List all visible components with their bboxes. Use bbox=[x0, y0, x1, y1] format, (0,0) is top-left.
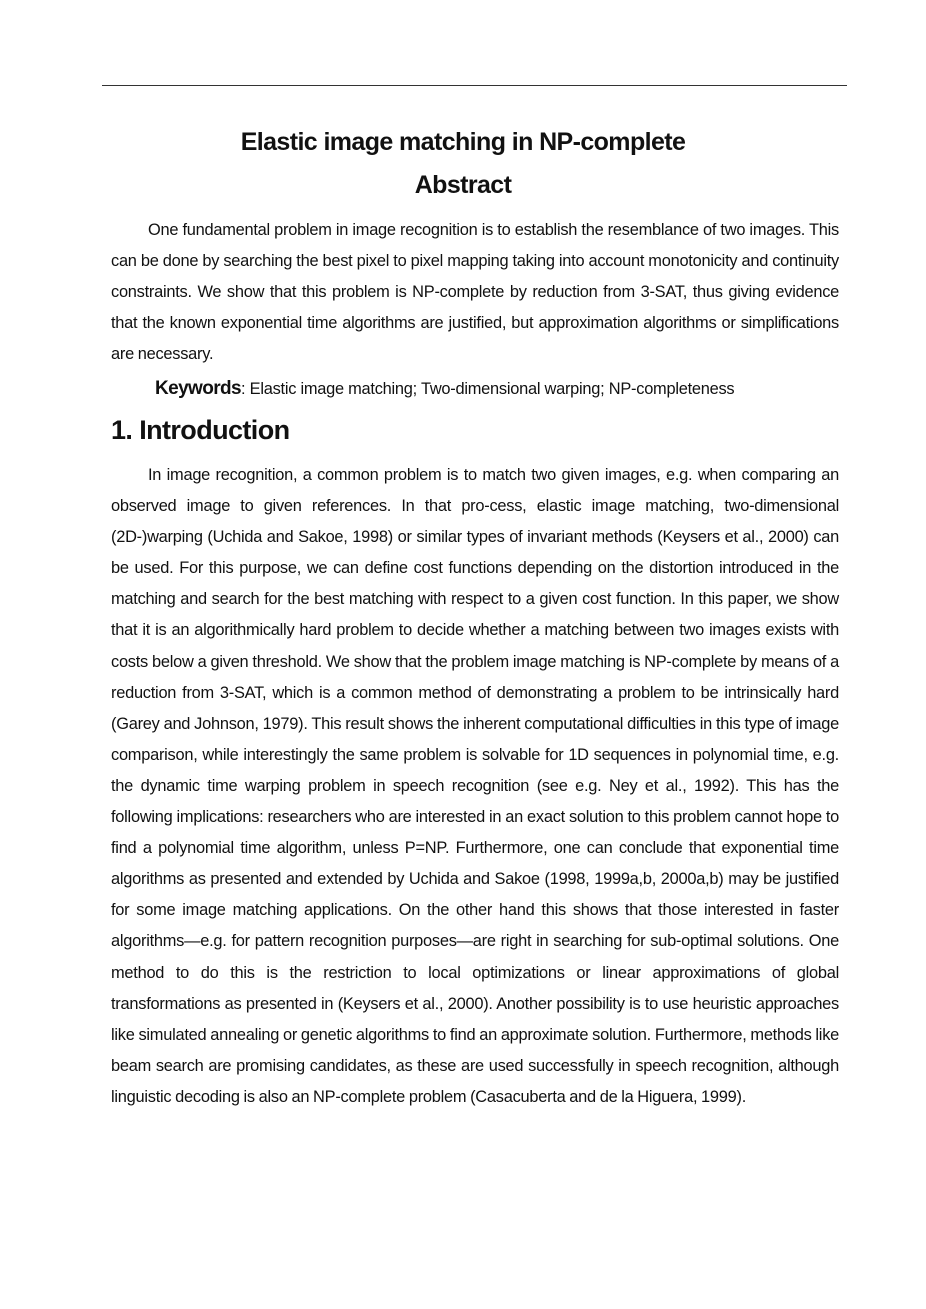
abstract-paragraph: One fundamental problem in image recognition is to establish the resemblance of two images. This can be done by searching the best pixel to pixel mapping taking into account monotonicity and continuity constraints. We show that this problem is NP-complete by reduction from 3-SAT, thus giving evidence that the known exponential time algorithms are justified, but approximation algorithms or simplifications are necessary. bbox=[111, 221, 839, 364]
paper-title: Elastic image matching in NP-complete bbox=[240, 128, 686, 156]
keywords-separator: : bbox=[241, 380, 246, 398]
abstract-heading: Abstract bbox=[414, 171, 512, 199]
keywords-line bbox=[155, 374, 734, 404]
keywords-text: Elastic image matching; Two-dimensional warping; NP-completeness bbox=[245, 380, 735, 398]
section-heading-introduction: 1. Introduction bbox=[111, 415, 290, 445]
header-rule bbox=[102, 85, 847, 86]
keywords-label: Keywords bbox=[155, 378, 242, 399]
introduction-paragraph: In image recognition, a common problem is to match two given images, e.g. when comparing an observed image to given references. In that pro-cess, elastic image matching, two-dimensional (2D-)warping (Uchida and Sakoe, 1998) or similar types of invariant methods (Keysers et al., 2000) can be used. For this purpose, we can define cost functions depending on the distortion introduced in the matching and search for the best matching with respect to a given cost function. In this paper, we show that it is an algorithmically hard problem to decide whether a matching between two images exists with costs below a given threshold. We show that the problem image matching is NP-complete by means of a reduction from 3-SAT, which is a common method of demonstrating a problem to be intrinsically hard (Garey and Johnson, 1979). This result shows the inherent computational difficulties in this type of image comparison, while interestingly the same problem is solvable for 1D sequences in polynomial time, e.g. the dynamic time warping problem in speech recognition (see e.g. Ney et al., 1992). This has the following implications: researchers who are interested in an exact solution to this problem cannot hope to find a polynomial time algorithm, unless P=NP. Furthermore, one can conclude that exponential time algorithms as presented and extended by Uchida and Sakoe (1998, 1999a,b, 2000a,b) may be justified for some image matching applications. On the other hand this shows that those interested in faster algorithms—e.g. for pattern recognition purposes—are right in searching for sub-optimal solutions. One method to do this is the restriction to local optimizations or linear approximations of global transformations as presented in (Keysers et al., 2000). Another possibility is to use heuristic approaches like simulated annealing or genetic algorithms to find an approximate solution. Furthermore, methods like beam search are promising candidates, as these are used successfully in speech recognition, although linguistic decoding is also an NP-complete problem (Casacuberta and de la Higuera, 1999). bbox=[111, 466, 839, 1106]
